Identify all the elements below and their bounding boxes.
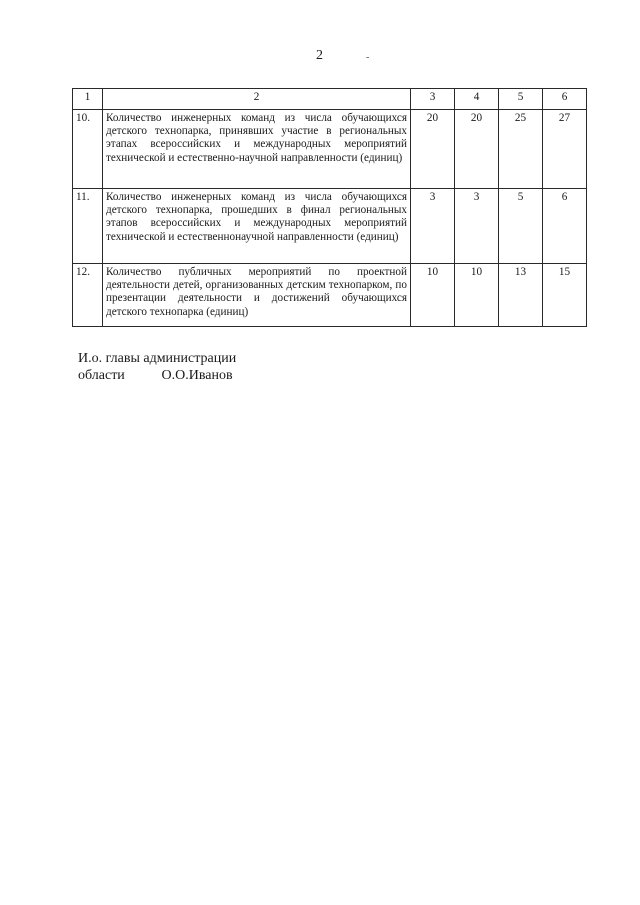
value-col-3: 3 — [411, 189, 455, 264]
value-col-6: 6 — [543, 189, 587, 264]
signature-block — [78, 350, 236, 384]
table-row — [73, 189, 587, 264]
row-number: 10. — [73, 110, 103, 189]
header-cell: 2 — [103, 89, 411, 110]
value-col-3: 20 — [411, 110, 455, 189]
indicator-name: Количество инженерных команд из числа обучающихся детского технопарка, прошедших в финал региональных этапов всероссийских и международных мероприятий технической и естественнонаучной направленности (единиц) — [103, 189, 411, 264]
value-col-4: 10 — [455, 264, 499, 327]
signature-line — [78, 367, 236, 384]
signatory-position-region: области — [78, 368, 125, 383]
value-col-4: 20 — [455, 110, 499, 189]
signatory-position: И.о. главы администрации — [78, 351, 237, 366]
row-number: 12. — [73, 264, 103, 327]
value-col-4: 3 — [455, 189, 499, 264]
page-number: 2 — [316, 48, 324, 63]
value-col-5: 25 — [499, 110, 543, 189]
scan-mark: - — [366, 52, 370, 63]
indicator-name: Количество инженерных команд из числа обучающихся детского технопарка, принявших участие в региональных этапах всероссийских и международных мероприятий технической и естественно-научной направленности (единиц) — [103, 110, 411, 189]
indicator-name: Количество публичных мероприятий по проектной деятельности детей, организованных детским технопарком, по презентации деятельности и достижений обучающихся детского технопарка (единиц) — [103, 264, 411, 327]
header-cell: 4 — [455, 89, 499, 110]
table-row — [73, 264, 587, 327]
header-cell: 6 — [543, 89, 587, 110]
indicators-table — [72, 88, 587, 327]
table-row — [73, 110, 587, 189]
header-cell: 5 — [499, 89, 543, 110]
signatory-name: О.О.Иванов — [161, 368, 233, 383]
value-col-6: 27 — [543, 110, 587, 189]
value-col-3: 10 — [411, 264, 455, 327]
table-header-row — [73, 89, 587, 110]
value-col-6: 15 — [543, 264, 587, 327]
header-cell: 1 — [73, 89, 103, 110]
value-col-5: 5 — [499, 189, 543, 264]
value-col-5: 13 — [499, 264, 543, 327]
header-cell: 3 — [411, 89, 455, 110]
row-number: 11. — [73, 189, 103, 264]
